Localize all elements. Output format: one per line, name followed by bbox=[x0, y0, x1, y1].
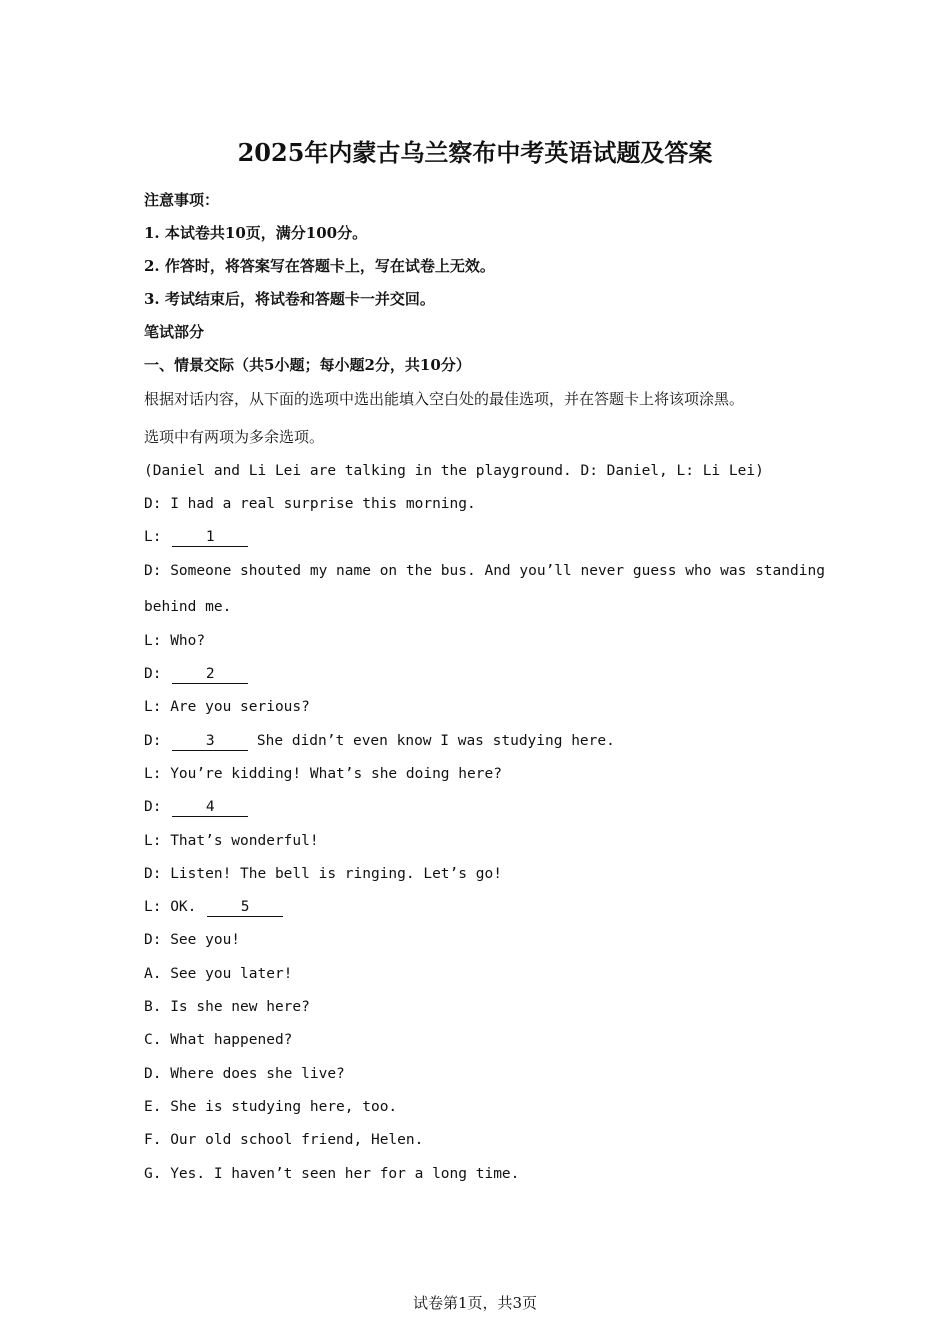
dialogue-line: L: Are you serious? bbox=[144, 699, 310, 715]
dialogue-line: L: Who? bbox=[144, 633, 206, 649]
dialogue-line: D: 2 bbox=[144, 664, 248, 684]
option-item: A. See you later! bbox=[144, 966, 293, 982]
dialogue-line: L: You’re kidding! What’s she doing here? bbox=[144, 766, 502, 782]
page-footer: 试卷第1页，共3页 bbox=[412, 1294, 538, 1312]
answer-blank-5[interactable]: 5 bbox=[207, 899, 283, 917]
answer-blank-4[interactable]: 4 bbox=[172, 799, 248, 817]
notice-heading: 注意事项： bbox=[144, 191, 220, 209]
option-item: F. Our old school friend, Helen. bbox=[144, 1132, 424, 1148]
answer-blank-3[interactable]: 3 bbox=[172, 733, 248, 751]
dialogue-line: L: That’s wonderful! bbox=[144, 833, 319, 849]
section-label: 笔试部分 bbox=[144, 323, 205, 341]
part1-heading: 一、情景交际（共5小题；每小题2分，共10分） bbox=[144, 356, 471, 374]
dialogue-line: D: Listen! The bell is ringing. Let’s go! bbox=[144, 866, 502, 882]
page-title: 2025年内蒙古乌兰察布中考英语试题及答案 bbox=[237, 138, 713, 167]
answer-blank-1[interactable]: 1 bbox=[172, 529, 248, 547]
dialogue-line: D: I had a real surprise this morning. bbox=[144, 496, 476, 512]
option-item: D. Where does she live? bbox=[144, 1066, 345, 1082]
dialogue-line: D: 4 bbox=[144, 797, 248, 817]
instruction-text: 根据对话内容，从下面的选项中选出能填入空白处的最佳选项，并在答题卡上将该项涂黑。 bbox=[144, 390, 745, 408]
notice-item: 2. 作答时，将答案写在答题卡上，写在试卷上无效。 bbox=[144, 257, 495, 275]
notice-item: 1. 本试卷共10页，满分100分。 bbox=[144, 224, 368, 242]
dialogue-line: D: Someone shouted my name on the bus. And you’ll never guess who was standing bbox=[144, 563, 825, 579]
option-item: E. She is studying here, too. bbox=[144, 1099, 398, 1115]
dialogue-context: (Daniel and Li Lei are talking in the playground. D: Daniel, L: Li Lei) bbox=[144, 463, 764, 479]
option-item: G. Yes. I haven’t seen her for a long time. bbox=[144, 1166, 520, 1182]
instruction-text: 选项中有两项为多余选项。 bbox=[144, 428, 325, 446]
dialogue-line: behind me. bbox=[144, 599, 232, 615]
dialogue-line: D: See you! bbox=[144, 932, 241, 948]
option-item: B. Is she new here? bbox=[144, 999, 310, 1015]
notice-item: 3. 考试结束后，将试卷和答题卡一并交回。 bbox=[144, 290, 435, 308]
answer-blank-2[interactable]: 2 bbox=[172, 666, 248, 684]
option-item: C. What happened? bbox=[144, 1032, 293, 1048]
dialogue-line: D: 3 She didn’t even know I was studying here. bbox=[144, 733, 615, 749]
dialogue-line: L: 1 bbox=[144, 527, 248, 547]
dialogue-line: L: OK. 5 bbox=[144, 897, 283, 917]
